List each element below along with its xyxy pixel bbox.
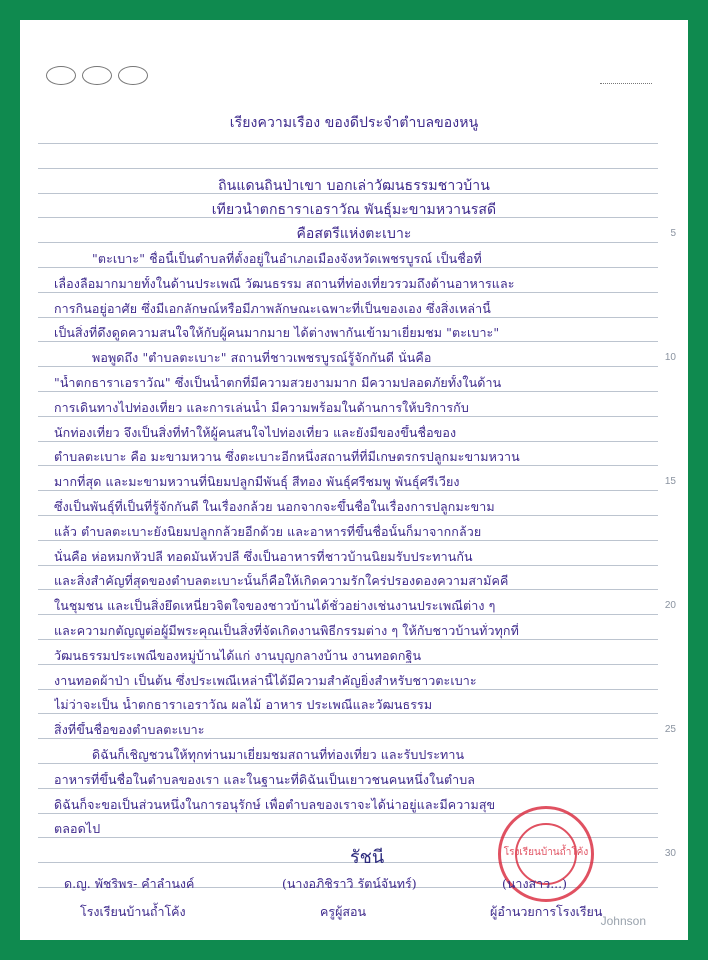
essay-line: ไม่ว่าจะเป็น น้ำตกธาราเอราวัณ ผลไม้ อาหาร ประเพณีและวัฒนธรรม: [54, 697, 433, 713]
ruled-line: [38, 565, 658, 566]
essay-line: อาหารที่ขึ้นชื่อในตำบลของเรา และในฐานะที่ดิฉันเป็นเยาวชนคนหนึ่งในตำบล: [54, 771, 475, 787]
essay-line: ดิฉันก็เชิญชวนให้ทุกท่านมาเยี่ยมชมสถานที่ท่องเที่ยว และรับประทาน: [92, 747, 465, 762]
ruled-line: [38, 788, 658, 789]
binder-hole: [46, 66, 76, 85]
essay-line: ตลอดไป: [54, 821, 101, 837]
essay-line: นั่นคือ ห่อหมกหัวปลี ทอดมันหัวปลี ซึ่งเป็นอาหารที่ชาวบ้านนิยมรับประทานกัน: [54, 548, 473, 564]
essay-line: มากที่สุด และมะขามหวานที่นิยมปลูกมีพันธุ์ สีทอง พันธุ์ศรีชมพู พันธุ์ศรีเวียง: [54, 474, 460, 490]
role-teacher: ครูผู้สอน: [320, 904, 367, 919]
essay-line: ดิฉันก็จะขอเป็นส่วนหนึ่งในการอนุรักษ์ เพื่อตำบลของเราจะได้น่าอยู่และมีความสุข: [54, 796, 496, 812]
line-number: 25: [664, 724, 676, 735]
binder-hole: [82, 66, 112, 85]
essay-line: การกินอยู่อาศัย ซึ่งมีเอกลักษณ์หรือมีภาพลักษณะเฉพาะที่เป็นของเอง ซึ่งสิ่งเหล่านี้: [54, 300, 491, 316]
ruled-line: [38, 664, 658, 665]
role-school: โรงเรียนบ้านถ้ำโค้ง: [80, 904, 186, 919]
ruled-line: [38, 416, 658, 417]
ruled-line: [38, 441, 658, 442]
brand-label: Johnson: [600, 914, 646, 928]
role-director: ผู้อำนวยการโรงเรียน: [490, 904, 603, 919]
essay-line: และความกตัญญูต่อผู้มีพระคุณเป็นสิ่งที่จัดเกิดงานพิธีกรรมต่าง ๆ ให้กับชาวบ้านทั่วทุกที่: [54, 623, 519, 638]
line-number: 30: [664, 848, 676, 859]
ruled-line: [38, 639, 658, 640]
essay-line: เป็นสิ่งที่ดึงดูดความสนใจให้กับผู้คนมากมาย ได้ต่างพากันเข้ามาเยี่ยมชม "ตะเบาะ": [54, 325, 500, 341]
ruled-line: [38, 713, 658, 714]
ruled-line: [38, 267, 658, 268]
essay-line: การเดินทางไปท่องเที่ยว และการเล่นน้ำ มีความพร้อมในด้านการให้บริการกับ: [54, 399, 469, 415]
ruled-line: [38, 763, 658, 764]
essay-paper: [20, 20, 688, 940]
ruled-line: [38, 143, 658, 144]
essay-line: ตำบลตะเบาะ คือ มะขามหวาน ซึ่งตะเบาะอีกหนึ่งสถานที่ที่มีเกษตรกรปลูกมะขามหวาน: [54, 449, 520, 465]
signer-director: (นางสาว...): [502, 876, 568, 891]
ruled-line: [38, 242, 658, 243]
ruled-line: [38, 490, 658, 491]
essay-line: และสิ่งสำคัญที่สุดของตำบลตะเบาะนั้นก็คือให้เกิดความรักใคร่ปรองดองความสามัคคี: [54, 573, 509, 589]
essay-line: ซึ่งเป็นพันธุ์ที่เป็นที่รู้จักกันดี ในเรื่องกล้วย นอกจากจะขึ้นชื่อในเรื่องการปลูกมะขาม: [54, 499, 495, 514]
essay-subtitle-3: คือสตรีแห่งตะเบาะ: [296, 226, 412, 242]
binder-hole: [118, 66, 148, 85]
essay-subtitle-2: เที่ยวน้ำตกธาราเอราวัณ พันธุ์มะขามหวานรสดี: [211, 202, 497, 218]
ruled-line: [38, 168, 658, 169]
ruled-line: [38, 292, 658, 293]
essay-line: แล้ว ตำบลตะเบาะยังนิยมปลูกกล้วยอีกด้วย และอาหารที่ขึ้นชื่อนั้นก็มาจากกล้วย: [54, 523, 482, 539]
essay-line: "ตะเบาะ" ชื่อนี้เป็นตำบลที่ตั้งอยู่ในอำเภอเมืองจังหวัดเพชรบูรณ์ เป็นชื่อที่: [92, 251, 482, 266]
ruled-line: [38, 341, 658, 342]
ruled-line: [38, 738, 658, 739]
essay-line: สิ่งที่ขึ้นชื่อของตำบลตะเบาะ: [54, 722, 205, 738]
essay-line: ในชุมชน และเป็นสิ่งยึดเหนี่ยวจิตใจของชาวบ้านได้ชั่วอย่างเช่นงานประเพณีต่าง ๆ: [54, 598, 496, 614]
essay-line: เลื่องลือมากมายทั้งในด้านประเพณี วัฒนธรรม สถานที่ท่องเที่ยวรวมถึงด้านอาหารและ: [54, 275, 515, 291]
ruled-line: [38, 589, 658, 590]
line-number: 10: [664, 352, 676, 363]
binder-holes: [46, 66, 154, 89]
ruled-line: [38, 689, 658, 690]
essay-line: วัฒนธรรมประเพณีของหมู่บ้านได้แก่ งานบุญกลางบ้าน งานทอดกฐิน: [54, 647, 422, 663]
line-number: 20: [664, 600, 676, 611]
essay-line: นักท่องเที่ยว จึงเป็นสิ่งที่ทำให้ผู้คนสนใจไปท่องเที่ยว และยังมีของขึ้นชื่อของ: [54, 424, 457, 440]
ruled-line: [38, 515, 658, 516]
line-number: 5: [670, 228, 676, 239]
signer-student: ด.ญ. พัชริพร- คำลำนงค์: [64, 876, 195, 891]
ruled-line: [38, 540, 658, 541]
essay-line: พอพูดถึง "ตำบลตะเบาะ" สถานที่ชาวเพชรบูรณ์รู้จักกันดี นั่นคือ: [92, 350, 432, 366]
essay-title: เรียงความเรื่อง ของดีประจำตำบลของหนู: [229, 115, 479, 131]
essay-subtitle-1: ถิ่นแดนถิ่นป่าเขา บอกเล่าวัฒนธรรมชาวบ้าน: [218, 178, 490, 194]
signer-teacher: (นางอภิชิราวิ รัตน์จันทร์): [282, 876, 417, 891]
stamp-text: โรงเรียนบ้านถ้ำโค้ง: [503, 847, 589, 858]
essay-line: "น้ำตกธาราเอราวัณ" ซึ่งเป็นน้ำตกที่มีความสวยงามมาก มีความปลอดภัยทั้งในด้าน: [54, 375, 502, 390]
essay-line: งานทอดผ้าป่า เป็นต้น ซึ่งประเพณีเหล่านี้ได้มีความสำคัญยิ่งสำหรับชาวตะเบาะ: [54, 672, 477, 688]
line-number: 15: [664, 476, 676, 487]
date-line: [600, 83, 652, 84]
ruled-line: [38, 391, 658, 392]
ruled-line: [38, 465, 658, 466]
ruled-line: [38, 366, 658, 367]
handwritten-signature: รัชนี: [350, 847, 385, 868]
ruled-line: [38, 317, 658, 318]
ruled-line: [38, 614, 658, 615]
